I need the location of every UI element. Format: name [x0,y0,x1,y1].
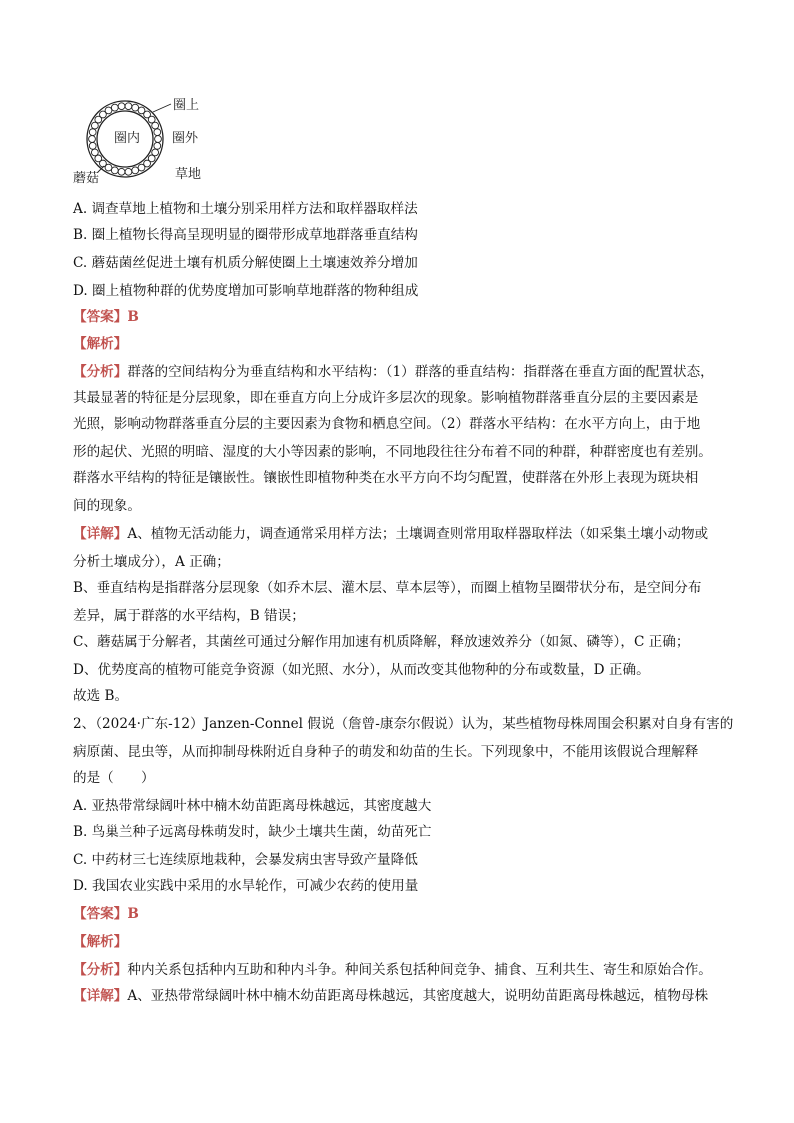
q1-xiangjie-line-5: C、蘑菇属于分解者，其菌丝可通过分解作用加速有机质降解，释放速效养分（如氮、磷等），C 正确； [73,634,690,650]
q1-analysis-line [73,334,127,354]
q1-option-d: D. 圈上植物种群的优势度增加可影响草地群落的物种组成 [73,283,419,299]
q1-option-b: B. 圈上植物长得高呈现明显的圈带形成草地群落垂直结构 [73,227,418,243]
q2-option-a: A. 亚热带常绿阔叶林中楠木幼苗距离母株越远，其密度越大 [73,798,432,814]
q1-option-c: C. 蘑菇菌丝促进土壤有机质分解使圈上土壤速效养分增加 [73,255,418,271]
q2-option-b: B. 鸟巢兰种子远离母株萌发时，缺少土壤共生菌，幼苗死亡 [73,824,432,840]
q2-stem-line-2: 病原菌、昆虫等，从而抑制母株附近自身种子的萌发和幼苗的生长。下列现象中，不能用该假说合理解释 [73,744,699,760]
q1-fenxi-line-4: 形的起伏、光照的明暗、湿度的大小等因素的影响，不同地段往往分布着不同的种群，种群密度也有差别。 [73,444,712,460]
q2-stem-line-1: 2、（2024·广东-12）Janzen-Connel 假说（詹曾-康奈尔假说）认为，某些植物母株周围会积累对自身有害的 [73,716,734,732]
leader-line-ring [153,104,171,112]
xiangjie-text: A、植物无活动能力，调查通常采用样方法；土壤调查则常用取样器取样法（如采集土壤小动物或 [127,526,709,542]
mushroom-dot [105,107,112,114]
q1-fenxi-line-6: 间的现象。 [73,498,141,514]
mushroom-dot [91,149,98,156]
q1-xiangjie-line-3: B、垂直结构是指群落分层现象（如乔木层、灌木层、草本层等），而圈上植物呈圈带状分布，是空间分布 [73,580,702,596]
mushroom-dot [111,104,118,111]
mushroom-dot [118,168,125,175]
q2-stem-line-3: 的是（ ） [73,770,155,786]
q2-answer-line [73,904,139,924]
q2-analysis-line [73,932,127,952]
q1-answer-line [73,307,139,327]
fenxi-text: 种内关系包括种内互助和种内斗争。种间关系包括种间竞争、捕食、互利共生、寄生和原始合作。 [127,962,712,978]
xiangjie-tag: 【详解】 [73,526,128,542]
mushroom-dot [132,104,139,111]
q2-option-d: D. 我国农业实践中采用的水旱轮作，可减少农药的使用量 [73,878,419,894]
fairy-ring-figure [70,94,210,186]
q1-xiangjie-line-4: 差异，属于群落的水平结构，B 错误； [73,608,305,624]
mushroom-dot [125,103,132,110]
q1-xiangjie-line-1 [73,524,708,544]
label-outside-ring: 圈外 [172,131,199,146]
mushroom-dot [89,136,96,143]
q1-fenxi-line-5: 群落水平结构的特征是镶嵌性。镶嵌性即植物种类在水平方向不均匀配置，使群落在外形上表现为斑块相 [73,470,699,486]
mushroom-dot [125,168,132,175]
label-inside-ring: 圈内 [114,131,141,146]
fenxi-tag: 【分析】 [73,364,128,380]
q2-xiangjie-line [73,986,708,1006]
fenxi-text: 群落的空间结构分为垂直结构和水平结构：（1）群落的垂直结构：指群落在垂直方面的配置状态， [127,364,714,380]
answer-tag: 【答案】 [73,906,128,922]
q1-fenxi-line-3: 光照，影响动物群落垂直分层的主要因素为食物和栖息空间。（2）群落水平结构：在水平方向上，由于地 [73,416,701,432]
mushroom-dot [89,142,96,149]
mushroom-dot [154,142,161,149]
q1-conclusion: 故选 B。 [73,688,129,704]
mushroom-dot [154,129,161,136]
mushroom-dot [89,129,96,136]
mushroom-dot [111,167,118,174]
analysis-tag: 【解析】 [73,336,128,352]
answer-tag: 【答案】 [73,309,128,325]
mushroom-dot [118,103,125,110]
answer-value: B [127,309,139,325]
q2-fenxi-line [73,960,712,980]
q1-fenxi-line-1 [73,362,714,382]
analysis-tag: 【解析】 [73,934,128,950]
q2-option-c: C. 中药材三七连续原地栽种，会暴发病虫害导致产量降低 [73,852,418,868]
label-mushroom: 蘑菇 [73,171,100,186]
xiangjie-text: A、亚热带常绿阔叶林中楠木幼苗距离母株越远，其密度越大，说明幼苗距离母株越远，植物母株 [127,988,709,1004]
q1-xiangjie-line-6: D、优势度高的植物可能竞争资源（如光照、水分），从而改变其他物种的分布或数量，D 正确。 [73,662,650,678]
mushroom-dot [155,136,162,143]
q1-option-a: A. 调查草地上植物和土壤分别采用样方法和取样器取样法 [73,201,418,217]
xiangjie-tag: 【详解】 [73,988,128,1004]
mushroom-dot [132,167,139,174]
mushroom-dot [138,164,145,171]
q1-fenxi-line-2: 其最显著的特征是分层现象，即在垂直方向上分成许多层次的现象。影响植物群落垂直分层的主要因素是 [73,390,699,406]
answer-value: B [127,906,139,922]
label-on-ring: 圈上 [173,98,200,113]
fenxi-tag: 【分析】 [73,962,128,978]
q1-xiangjie-line-2: 分析土壤成分），A 正确； [73,554,230,570]
label-grassland: 草地 [175,167,202,182]
mushroom-dot [152,122,159,129]
